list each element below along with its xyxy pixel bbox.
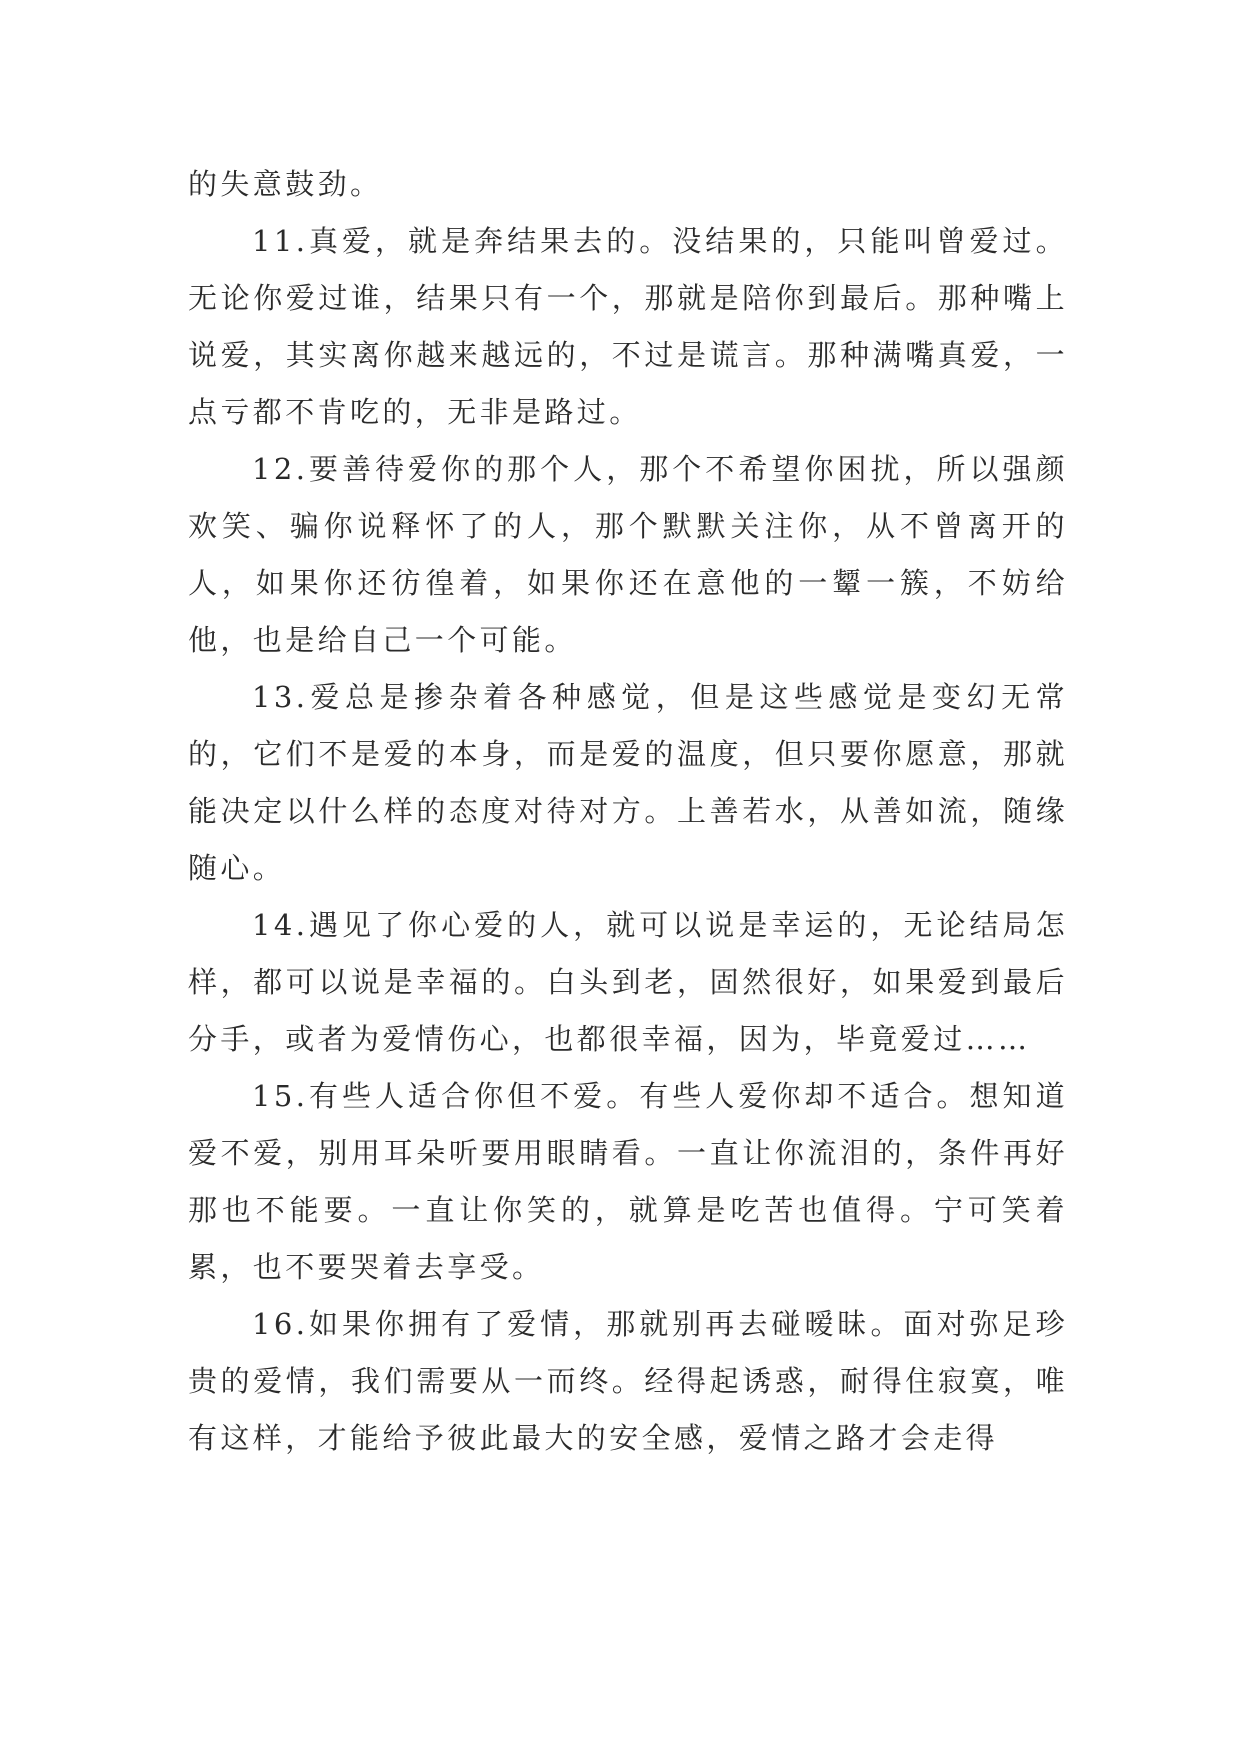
paragraph-item-15: 15.有些人适合你但不爱。有些人爱你却不适合。想知道爱不爱，别用耳朵听要用眼睛看。一直让你流泪的，条件再好那也不能要。一直让你笑的，就算是吃苦也值得。宁可笑着累，也不要哭着去享受。 bbox=[188, 1079, 1068, 1284]
document-body bbox=[188, 156, 1068, 1467]
paragraph-continuation: 的失意鼓劲。 bbox=[188, 167, 383, 201]
paragraph-item-12: 12.要善待爱你的那个人，那个不希望你困扰，所以强颜欢笑、骗你说释怀了的人，那个默默关注你，从不曾离开的人，如果你还彷徨着，如果你还在意他的一颦一簇，不妨给他，也是给自己一个可能。 bbox=[188, 452, 1068, 657]
paragraph-item-16: 16.如果你拥有了爱情，那就别再去碰暧昧。面对弥足珍贵的爱情，我们需要从一而终。经得起诱惑，耐得住寂寞，唯有这样，才能给予彼此最大的安全感，爱情之路才会走得 bbox=[188, 1307, 1068, 1455]
paragraph-item-11: 11.真爱，就是奔结果去的。没结果的，只能叫曾爱过。无论你爱过谁，结果只有一个，那就是陪你到最后。那种嘴上说爱，其实离你越来越远的，不过是谎言。那种满嘴真爱，一点亏都不肯吃的，无非是路过。 bbox=[188, 224, 1068, 429]
paragraph-item-14: 14.遇见了你心爱的人，就可以说是幸运的，无论结局怎样，都可以说是幸福的。白头到老，固然很好，如果爱到最后分手，或者为爱情伤心，也都很幸福，因为，毕竟爱过…… bbox=[188, 908, 1068, 1056]
paragraph-item-13: 13.爱总是掺杂着各种感觉，但是这些感觉是变幻无常的，它们不是爱的本身，而是爱的温度，但只要你愿意，那就能决定以什么样的态度对待对方。上善若水，从善如流，随缘随心。 bbox=[188, 680, 1068, 885]
